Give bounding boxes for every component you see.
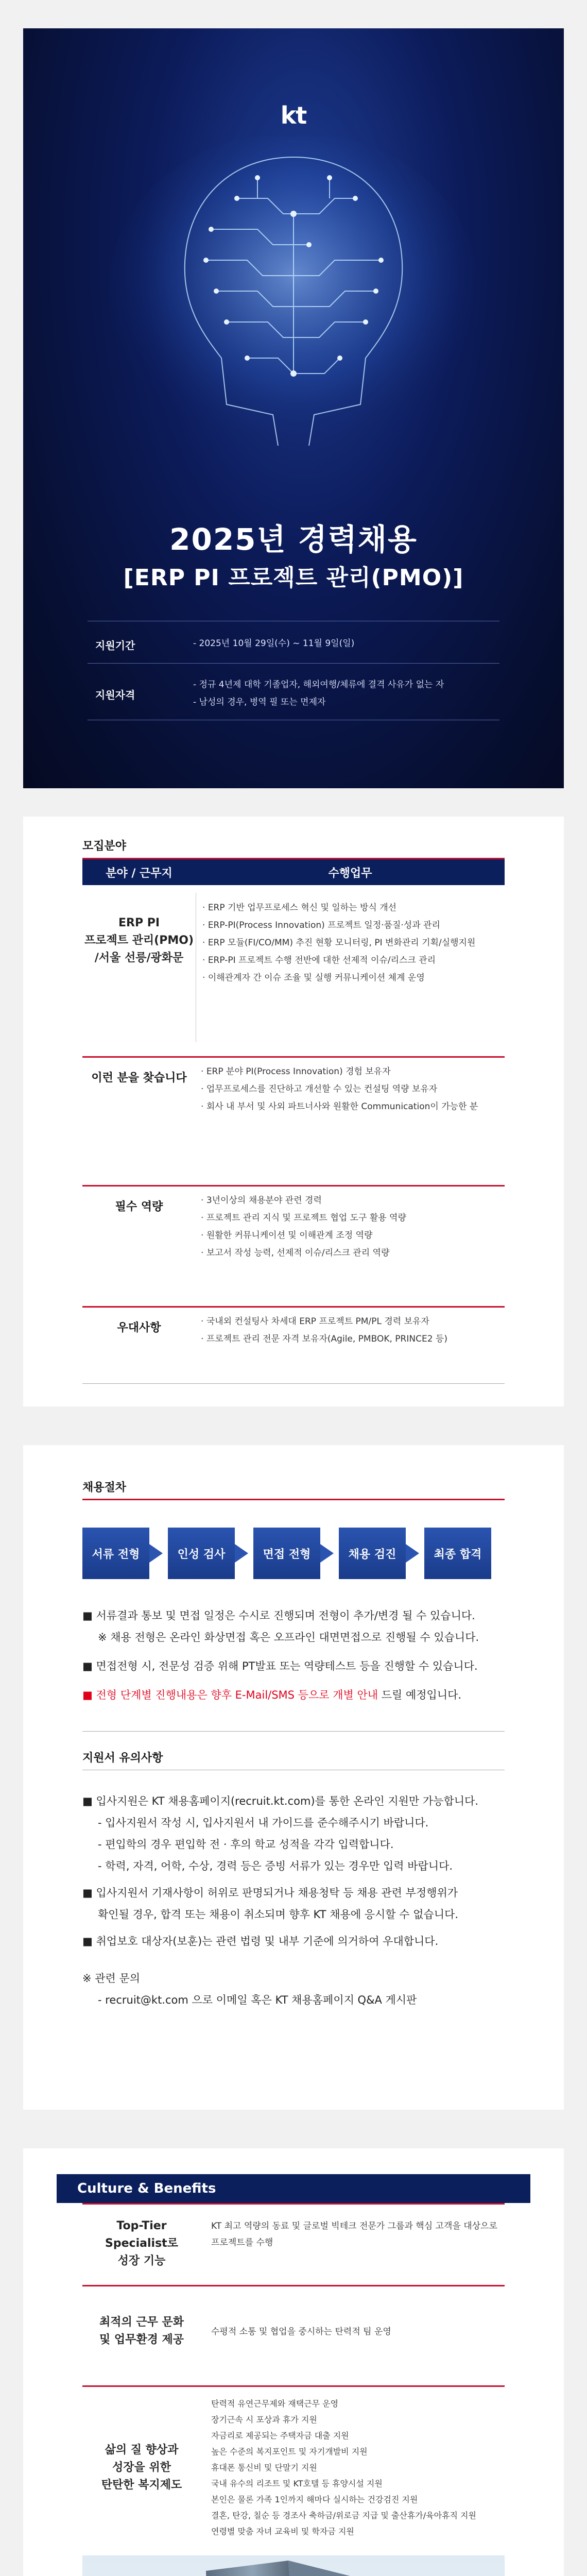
benefit-item: 본인은 물론 가족 1인까지 해마다 실시하는 건강검진 지원 — [211, 2495, 418, 2504]
ideal-item: · ERP 분야 PI(Process Innovation) 경험 보유자 — [201, 1063, 499, 1080]
row-divider — [82, 2385, 505, 2387]
qualification-label: 지원자격 — [95, 689, 135, 701]
duty-cell — [196, 893, 505, 1042]
col-field-header: 분야 / 근무지 — [106, 867, 172, 880]
qualification-line-1: - 정규 4년제 대학 기졸업자, 해외여행/체류에 결격 사유가 없는 자 — [193, 680, 444, 690]
arrow-right-icon — [235, 1544, 248, 1563]
benefit-item: 수평적 소통 및 협업을 중시하는 탄력적 팀 운영 — [211, 2327, 391, 2337]
benefit-item: 연령별 맞춤 자녀 교육비 및 학자금 지원 — [211, 2527, 354, 2536]
preferred-label: 우대사항 — [117, 1321, 161, 1334]
process-note: ※ 채용 전형은 온라인 화상면접 혹은 오프라인 대면면접으로 진행될 수 있습니다. — [98, 1631, 479, 1643]
duty-item: · ERP-PI 프로젝트 수행 전반에 대한 선제적 이슈/리스크 관리 — [202, 952, 505, 969]
row-divider — [82, 1056, 505, 1058]
caution-item: ■ 취업보호 대상자(보훈)는 관련 법령 및 내부 기준에 의거하여 우대합니다. — [82, 1935, 439, 1947]
ideal-list — [201, 1063, 499, 1115]
culture-card — [23, 2148, 564, 2576]
process-note-red — [82, 1684, 510, 1706]
benefit-label-welfare: 삶의 질 향상과 성장을 위한 탄탄한 복지제도 — [101, 2444, 182, 2492]
benefit-label-culture: 최적의 근무 문화 및 업무환경 제공 — [99, 2316, 184, 2346]
process-note: ■ 면접전형 시, 전문성 검증 위해 PT발표 또는 역량테스트 등을 진행할 수 있습니다. — [82, 1660, 478, 1672]
duty-item: · ERP 모듈(FI/CO/MM) 추진 현황 모니터링, PI 변화관리 기획/실행지원 — [202, 934, 505, 952]
benefit-item: 자금리로 제공되는 주택자금 대출 지원 — [211, 2431, 349, 2441]
caution-item: - 학력, 자격, 어학, 수상, 경력 등은 증빙 서류가 있는 경우만 입력 바랍니다. — [98, 1860, 453, 1872]
caution-item: ■ 입사지원은 KT 채용홈페이지(recruit.kt.com)를 통한 온라인 지원만 가능합니다. — [82, 1795, 478, 1807]
benefit-item: 탄력적 유연근무제와 재택근무 운영 — [211, 2399, 339, 2409]
recruit-table-header — [82, 859, 505, 885]
headquarters-building-image — [82, 2555, 505, 2576]
process-note: ■ 서류결과 통보 및 면접 일정은 수시로 진행되며 전형이 추가/변경 될 수 있습니다. — [82, 1609, 475, 1622]
benefit-item: 프로젝트를 수행 — [211, 2238, 273, 2248]
red-note-tail: 드릴 예정입니다. — [378, 1689, 462, 1701]
process-flow — [82, 1528, 491, 1579]
hero-subtitle: [ERP PI 프로젝트 관리(PMO)] — [123, 565, 464, 591]
benefit-welfare — [201, 2396, 515, 2539]
preferred-list — [201, 1313, 499, 1348]
period-label: 지원기간 — [95, 639, 135, 652]
kt-logo: kt — [280, 101, 307, 129]
required-item: · 원활한 커뮤니케이션 및 이해관계 조정 역량 — [201, 1227, 499, 1244]
qualification-line-2: - 남성의 경우, 병역 필 또는 면제자 — [193, 697, 326, 707]
arrow-right-icon — [406, 1544, 419, 1563]
benefit-culture — [201, 2324, 515, 2340]
process-card — [23, 1445, 564, 2110]
red-note-text: ■ 전형 단계별 진행내용은 향후 E-Mail/SMS 등으로 개별 안내 — [82, 1689, 378, 1701]
step-final: 최종 합격 — [424, 1528, 491, 1579]
benefit-item: 결혼, 탄강, 칠순 등 경조사 축하금/위로금 지급 및 출산휴가/육아휴직 지원 — [211, 2511, 476, 2520]
caution-item: - 편입학의 경우 편입학 전 · 후의 학교 성적을 각각 입력합니다. — [98, 1838, 394, 1851]
caution-item: ■ 입사지원서 기재사항이 허위로 판명되거나 채용청탁 등 채용 관련 부정행위가 — [82, 1887, 458, 1899]
section-bar — [82, 1499, 505, 1500]
benefit-item: 높은 수준의 복지포인트 및 자기개발비 지원 — [211, 2447, 368, 2456]
col-duty-header: 수행업무 — [328, 867, 372, 880]
benefit-item: 휴대폰 통신비 및 단말기 지원 — [211, 2463, 317, 2472]
step-medical: 채용 검진 — [339, 1528, 406, 1579]
caution-list — [82, 1790, 510, 2011]
duty-list — [196, 893, 505, 987]
recruit-section-title: 모집분야 — [82, 840, 127, 853]
required-item: · 3년이상의 채용분야 관련 경력 — [201, 1192, 499, 1209]
benefit-item: 국내 유수의 리조트 및 KT호텔 등 휴양시설 지원 — [211, 2479, 383, 2488]
ideal-item: · 회사 내 부서 및 사외 파트너사와 원활한 Communication이 가능한 분 — [201, 1098, 499, 1115]
row-divider — [82, 1185, 505, 1187]
duty-item: · 이해관계자 간 이슈 조율 및 실행 커뮤니케이션 체계 운영 — [202, 969, 505, 987]
process-notes — [82, 1605, 510, 1706]
row-divider — [82, 2203, 505, 2205]
contact-title: ※ 관련 문의 — [82, 1972, 141, 1985]
contact-text: - recruit@kt.com 으로 이메일 혹은 KT 채용홈페이지 Q&A 게시판 — [98, 1994, 417, 2006]
required-item: · 보고서 작성 능력, 선제적 이슈/리스크 관리 역량 — [201, 1244, 499, 1262]
arrow-right-icon — [149, 1544, 163, 1563]
culture-header: Culture & Benefits — [57, 2174, 530, 2203]
step-interview: 면접 전형 — [253, 1528, 320, 1579]
step-personality: 인성 검사 — [168, 1528, 235, 1579]
section-divider — [82, 1731, 505, 1732]
duty-item: · ERP-PI(Process Innovation) 프로젝트 일정·품질·성과 관리 — [202, 917, 505, 934]
required-item: · 프로젝트 관리 지식 및 프로젝트 협업 도구 활용 역량 — [201, 1209, 499, 1227]
row-divider — [82, 1306, 505, 1308]
preferred-item: · 프로젝트 관리 전문 자격 보유자(Agile, PMBOK, PRINCE2 등) — [201, 1330, 499, 1348]
hero-title: 2025년 경력채용 — [169, 522, 418, 557]
recruit-card — [23, 817, 564, 1406]
caution-item: 확인될 경우, 합격 또는 채용이 취소되며 향후 KT 채용에 응시할 수 없습니다. — [98, 1908, 459, 1921]
preferred-item: · 국내외 컨설팅사 차세대 ERP 프로젝트 PM/PL 경력 보유자 — [201, 1313, 499, 1330]
hero-divider — [88, 663, 499, 664]
benefit-item: KT 최고 역량의 동료 및 글로벌 빅테크 전문가 그룹과 핵심 고객을 대상으로 — [211, 2221, 497, 2231]
period-value: - 2025년 10월 29일(수) ~ 11월 9일(일) — [193, 638, 355, 649]
required-list — [201, 1192, 499, 1262]
hero-banner — [23, 28, 564, 788]
step-document: 서류 전형 — [82, 1528, 149, 1579]
ideal-label: 이런 분을 찾습니다 — [91, 1072, 187, 1084]
ideal-item: · 업무프로세스를 진단하고 개선할 수 있는 컨설팅 역량 보유자 — [201, 1080, 499, 1098]
benefit-growth — [201, 2218, 515, 2251]
ai-head-circuit-illustration — [103, 137, 484, 466]
benefit-label-growth: Top-Tier Specialist로 성장 기능 — [105, 2219, 178, 2267]
caution-section-title: 지원서 유의사항 — [82, 1752, 163, 1765]
benefit-item: 장기근속 시 포상과 휴가 지원 — [211, 2415, 317, 2425]
arrow-right-icon — [320, 1544, 334, 1563]
process-section-title: 채용절차 — [82, 1481, 127, 1494]
duty-item: · ERP 기반 업무프로세스 혁신 및 일하는 방식 개선 — [202, 899, 505, 917]
required-label: 필수 역량 — [115, 1200, 163, 1213]
row-divider — [82, 2285, 505, 2286]
caution-item: - 입사지원서 작성 시, 입사지원서 내 가이드를 준수해주시기 바랍니다. — [98, 1817, 429, 1829]
field-name: ERP PI 프로젝트 관리(PMO) /서울 선릉/광화문 — [84, 917, 194, 964]
row-divider — [82, 1383, 505, 1384]
